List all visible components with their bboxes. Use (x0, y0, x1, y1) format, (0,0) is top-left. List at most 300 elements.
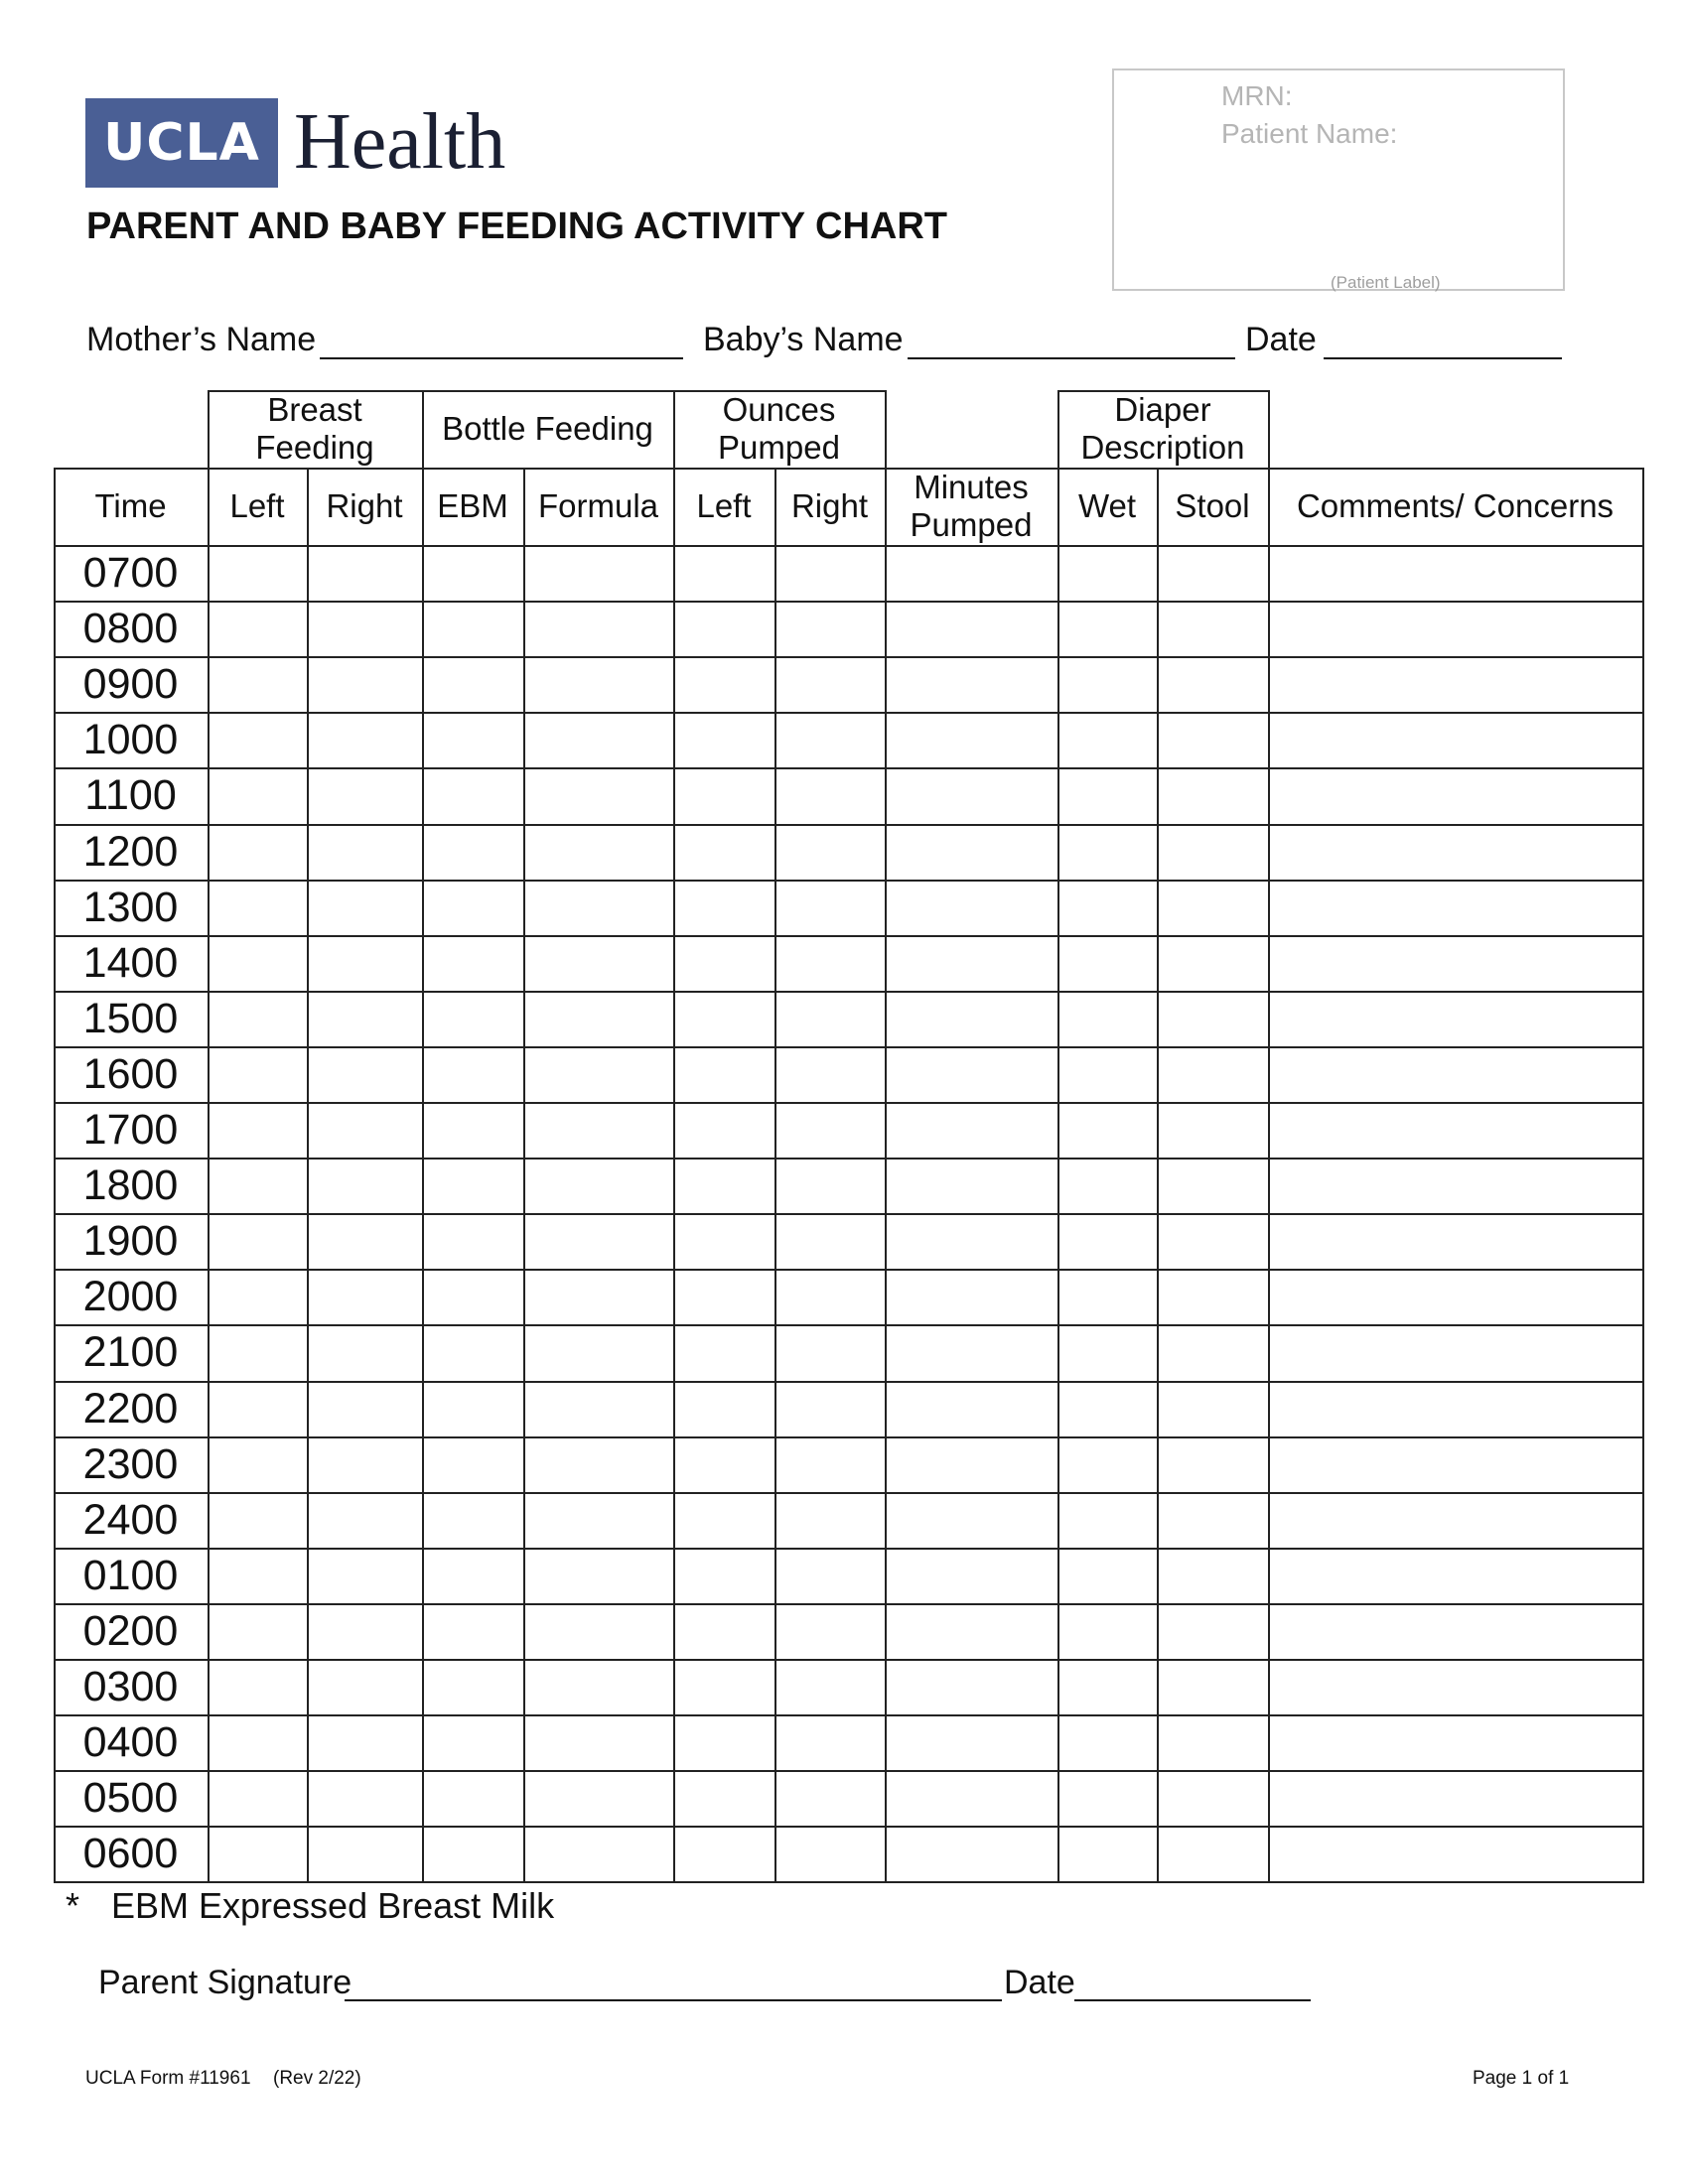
entry-cell[interactable] (424, 1438, 522, 1491)
entry-cell[interactable] (1270, 1383, 1641, 1435)
entry-cell[interactable] (525, 1271, 672, 1323)
entry-cell[interactable] (675, 1605, 774, 1658)
entry-cell[interactable] (1059, 1605, 1156, 1658)
entry-cell[interactable] (525, 1772, 672, 1825)
entry-cell[interactable] (675, 769, 774, 822)
time-cell-0500: 0500 (82, 1773, 179, 1822)
entry-cell[interactable] (210, 1326, 306, 1379)
entry-cell[interactable] (309, 714, 421, 766)
entry-cell[interactable] (525, 1828, 672, 1880)
entry-cell[interactable] (1159, 658, 1267, 711)
diaper-description-header: Diaper Description (1080, 391, 1245, 466)
entry-cell[interactable] (675, 1772, 774, 1825)
entry-cell[interactable] (1270, 658, 1641, 711)
time-cell-2400: 2400 (82, 1495, 179, 1544)
entry-cell[interactable] (1059, 1383, 1156, 1435)
entry-cell[interactable] (424, 1160, 522, 1212)
entry-cell[interactable] (309, 993, 421, 1045)
entry-cell[interactable] (776, 1326, 884, 1379)
bottle-feeding-header: Bottle Feeding (442, 410, 653, 447)
entry-cell[interactable] (309, 1716, 421, 1769)
babys-name-field[interactable] (908, 357, 1235, 359)
entry-cell[interactable] (1159, 1438, 1267, 1491)
entry-cell[interactable] (1159, 1772, 1267, 1825)
entry-cell[interactable] (424, 1104, 522, 1157)
entry-cell[interactable] (675, 1326, 774, 1379)
logo-word: Health (294, 98, 506, 186)
entry-cell[interactable] (309, 1383, 421, 1435)
entry-cell[interactable] (210, 658, 306, 711)
entry-cell[interactable] (1270, 1828, 1641, 1880)
entry-cell[interactable] (776, 658, 884, 711)
entry-cell[interactable] (776, 826, 884, 879)
time-cell-1300: 1300 (82, 883, 179, 931)
entry-cell[interactable] (887, 1215, 1056, 1268)
entry-cell[interactable] (424, 1716, 522, 1769)
date-field[interactable] (1324, 357, 1562, 359)
entry-cell[interactable] (675, 1550, 774, 1602)
mothers-name-field[interactable] (320, 357, 683, 359)
entry-cell[interactable] (210, 769, 306, 822)
entry-cell[interactable] (776, 1605, 884, 1658)
entry-cell[interactable] (1059, 1772, 1156, 1825)
entry-cell[interactable] (1159, 1104, 1267, 1157)
entry-cell[interactable] (1159, 1828, 1267, 1880)
entry-cell[interactable] (525, 882, 672, 934)
ounces-pumped-header: Ounces Pumped (718, 391, 840, 466)
entry-cell[interactable] (675, 658, 774, 711)
entry-cell[interactable] (1059, 658, 1156, 711)
entry-cell[interactable] (776, 937, 884, 990)
entry-cell[interactable] (525, 714, 672, 766)
entry-cell[interactable] (210, 1438, 306, 1491)
entry-cell[interactable] (675, 547, 774, 600)
entry-cell[interactable] (1059, 993, 1156, 1045)
patient-name-label: Patient Name: (1221, 118, 1398, 149)
entry-cell[interactable] (1059, 1326, 1156, 1379)
entry-cell[interactable] (525, 1383, 672, 1435)
entry-cell[interactable] (1270, 769, 1641, 822)
entry-cell[interactable] (1270, 1438, 1641, 1491)
entry-cell[interactable] (210, 1716, 306, 1769)
entry-cell[interactable] (1059, 937, 1156, 990)
minutes-pumped-header: Minutes Pumped (910, 469, 1033, 543)
entry-cell[interactable] (309, 1438, 421, 1491)
entry-cell[interactable] (887, 769, 1056, 822)
entry-cell[interactable] (1159, 1160, 1267, 1212)
entry-cell[interactable] (887, 993, 1056, 1045)
entry-cell[interactable] (309, 1326, 421, 1379)
entry-cell[interactable] (776, 1104, 884, 1157)
entry-cell[interactable] (309, 1215, 421, 1268)
entry-cell[interactable] (309, 1494, 421, 1547)
entry-cell[interactable] (210, 1383, 306, 1435)
entry-cell[interactable] (776, 1661, 884, 1713)
entry-cell[interactable] (1159, 547, 1267, 600)
time-cell-1100: 1100 (84, 770, 177, 819)
entry-cell[interactable] (424, 1271, 522, 1323)
entry-cell[interactable] (1059, 1716, 1156, 1769)
entry-cell[interactable] (309, 937, 421, 990)
entry-cell[interactable] (776, 1438, 884, 1491)
time-cell-2000: 2000 (82, 1272, 179, 1320)
entry-cell[interactable] (1159, 937, 1267, 990)
entry-cell[interactable] (1059, 1104, 1156, 1157)
breast-feeding-header: Breast Feeding (255, 391, 374, 466)
entry-cell[interactable] (210, 603, 306, 655)
entry-cell[interactable] (1059, 1160, 1156, 1212)
entry-cell[interactable] (309, 1160, 421, 1212)
entry-cell[interactable] (675, 826, 774, 879)
entry-cell[interactable] (424, 1494, 522, 1547)
entry-cell[interactable] (1270, 993, 1641, 1045)
entry-cell[interactable] (1059, 1048, 1156, 1101)
entry-cell[interactable] (1059, 1550, 1156, 1602)
entry-cell[interactable] (1270, 1772, 1641, 1825)
entry-cell[interactable] (525, 1326, 672, 1379)
formula-header: Formula (537, 487, 659, 524)
entry-cell[interactable] (525, 1605, 672, 1658)
time-cell-1500: 1500 (82, 994, 179, 1042)
entry-cell[interactable] (1270, 1494, 1641, 1547)
entry-cell[interactable] (210, 1772, 306, 1825)
entry-cell[interactable] (675, 937, 774, 990)
entry-cell[interactable] (675, 993, 774, 1045)
entry-cell[interactable] (309, 1605, 421, 1658)
date-label: Date (1245, 321, 1317, 358)
entry-cell[interactable] (309, 547, 421, 600)
entry-cell[interactable] (424, 1383, 522, 1435)
entry-cell[interactable] (525, 1438, 672, 1491)
entry-cell[interactable] (424, 547, 522, 600)
entry-cell[interactable] (1159, 1605, 1267, 1658)
entry-cell[interactable] (1270, 1048, 1641, 1101)
time-column-header: Time (94, 487, 167, 524)
entry-cell[interactable] (1159, 1271, 1267, 1323)
entry-cell[interactable] (525, 603, 672, 655)
time-cell-0700: 0700 (82, 548, 179, 597)
entry-cell[interactable] (424, 882, 522, 934)
entry-cell[interactable] (1270, 714, 1641, 766)
entry-cell[interactable] (309, 1550, 421, 1602)
time-cell-0800: 0800 (82, 604, 179, 652)
entry-cell[interactable] (210, 1160, 306, 1212)
entry-cell[interactable] (1159, 603, 1267, 655)
babys-name-label: Baby’s Name (703, 321, 904, 358)
entry-cell[interactable] (675, 1383, 774, 1435)
entry-cell[interactable] (210, 1215, 306, 1268)
signature-date-field[interactable] (1074, 1999, 1311, 2001)
entry-cell[interactable] (210, 1104, 306, 1157)
entry-cell[interactable] (210, 1828, 306, 1880)
pumped-left-header: Left (696, 487, 752, 524)
entry-cell[interactable] (424, 1605, 522, 1658)
entry-cell[interactable] (1270, 1215, 1641, 1268)
entry-cell[interactable] (525, 1215, 672, 1268)
entry-cell[interactable] (776, 1048, 884, 1101)
time-cell-1400: 1400 (82, 938, 179, 987)
entry-cell[interactable] (309, 1828, 421, 1880)
entry-cell[interactable] (675, 1048, 774, 1101)
entry-cell[interactable] (1059, 826, 1156, 879)
footnote-text: EBM Expressed Breast Milk (111, 1885, 555, 1926)
entry-cell[interactable] (1270, 1104, 1641, 1157)
entry-cell[interactable] (1059, 1271, 1156, 1323)
entry-cell[interactable] (887, 547, 1056, 600)
entry-cell[interactable] (309, 882, 421, 934)
entry-cell[interactable] (424, 826, 522, 879)
entry-cell[interactable] (1059, 547, 1156, 600)
entry-cell[interactable] (210, 1048, 306, 1101)
entry-cell[interactable] (776, 769, 884, 822)
entry-cell[interactable] (210, 1494, 306, 1547)
entry-cell[interactable] (525, 826, 672, 879)
form-revision: (Rev 2/22) (273, 2068, 361, 2089)
entry-cell[interactable] (525, 1716, 672, 1769)
patient-label-box (1112, 68, 1565, 291)
entry-cell[interactable] (675, 1160, 774, 1212)
entry-cell[interactable] (887, 1828, 1056, 1880)
entry-cell[interactable] (424, 603, 522, 655)
entry-cell[interactable] (675, 1104, 774, 1157)
entry-cell[interactable] (309, 1772, 421, 1825)
entry-cell[interactable] (525, 1048, 672, 1101)
entry-cell[interactable] (887, 1772, 1056, 1825)
time-cell-1900: 1900 (82, 1216, 179, 1265)
entry-cell[interactable] (675, 1494, 774, 1547)
entry-cell[interactable] (424, 1661, 522, 1713)
entry-cell[interactable] (424, 937, 522, 990)
entry-cell[interactable] (887, 1661, 1056, 1713)
entry-cell[interactable] (887, 1550, 1056, 1602)
entry-cell[interactable] (525, 547, 672, 600)
entry-cell[interactable] (776, 1383, 884, 1435)
entry-cell[interactable] (424, 658, 522, 711)
entry-cell[interactable] (309, 1048, 421, 1101)
entry-cell[interactable] (525, 769, 672, 822)
mothers-name-label: Mother’s Name (86, 321, 317, 358)
entry-cell[interactable] (210, 937, 306, 990)
entry-cell[interactable] (1059, 1661, 1156, 1713)
entry-cell[interactable] (309, 826, 421, 879)
entry-cell[interactable] (1159, 1494, 1267, 1547)
entry-cell[interactable] (887, 1104, 1056, 1157)
entry-cell[interactable] (776, 1772, 884, 1825)
wet-header: Wet (1077, 487, 1137, 524)
entry-cell[interactable] (887, 1160, 1056, 1212)
form-title: PARENT AND BABY FEEDING ACTIVITY CHART (86, 205, 948, 247)
entry-cell[interactable] (1270, 1661, 1641, 1713)
entry-cell[interactable] (309, 1271, 421, 1323)
pumped-right-header: Right (790, 487, 869, 524)
entry-cell[interactable] (1270, 1716, 1641, 1769)
entry-cell[interactable] (210, 1661, 306, 1713)
patient-label-caption: (Patient Label) (1331, 273, 1441, 292)
entry-cell[interactable] (210, 993, 306, 1045)
time-cell-0900: 0900 (82, 659, 179, 708)
entry-cell[interactable] (887, 1494, 1056, 1547)
entry-cell[interactable] (675, 882, 774, 934)
entry-cell[interactable] (525, 993, 672, 1045)
time-cell-1800: 1800 (82, 1160, 179, 1209)
comments-header: Comments/ Concerns (1296, 487, 1615, 524)
entry-cell[interactable] (1059, 1828, 1156, 1880)
entry-cell[interactable] (887, 1326, 1056, 1379)
entry-cell[interactable] (525, 937, 672, 990)
entry-cell[interactable] (887, 1716, 1056, 1769)
entry-cell[interactable] (424, 1326, 522, 1379)
entry-cell[interactable] (1159, 1383, 1267, 1435)
entry-cell[interactable] (1159, 826, 1267, 879)
entry-cell[interactable] (776, 993, 884, 1045)
entry-cell[interactable] (424, 1215, 522, 1268)
entry-cell[interactable] (776, 1215, 884, 1268)
entry-cell[interactable] (675, 1828, 774, 1880)
entry-cell[interactable] (1159, 993, 1267, 1045)
entry-cell[interactable] (776, 1828, 884, 1880)
entry-cell[interactable] (1059, 603, 1156, 655)
entry-cell[interactable] (1059, 1215, 1156, 1268)
entry-cell[interactable] (525, 1661, 672, 1713)
entry-cell[interactable] (1270, 547, 1641, 600)
entry-cell[interactable] (525, 658, 672, 711)
time-cell-0200: 0200 (82, 1606, 179, 1655)
entry-cell[interactable] (675, 1438, 774, 1491)
entry-cell[interactable] (776, 714, 884, 766)
breast-right-header: Right (326, 487, 403, 524)
stool-header: Stool (1175, 487, 1250, 524)
mrn-label: MRN: (1221, 80, 1293, 111)
ebm-footnote (66, 1884, 554, 1928)
entry-cell[interactable] (1159, 882, 1267, 934)
entry-cell[interactable] (776, 547, 884, 600)
time-cell-2100: 2100 (82, 1327, 179, 1376)
entry-cell[interactable] (1159, 1550, 1267, 1602)
entry-cell[interactable] (525, 1104, 672, 1157)
entry-cell[interactable] (210, 1271, 306, 1323)
entry-cell[interactable] (1270, 1550, 1641, 1602)
entry-cell[interactable] (776, 882, 884, 934)
entry-cell[interactable] (776, 1716, 884, 1769)
time-cell-0400: 0400 (82, 1717, 179, 1766)
entry-cell[interactable] (675, 1215, 774, 1268)
ucla-logo (85, 98, 278, 188)
time-cell-1600: 1600 (82, 1049, 179, 1098)
entry-cell[interactable] (1159, 714, 1267, 766)
breast-left-header: Left (229, 487, 285, 524)
entry-cell[interactable] (1059, 1494, 1156, 1547)
entry-cell[interactable] (210, 1550, 306, 1602)
entry-cell[interactable] (887, 882, 1056, 934)
entry-cell[interactable] (1159, 1326, 1267, 1379)
entry-cell[interactable] (675, 1716, 774, 1769)
time-cell-0300: 0300 (82, 1662, 179, 1710)
entry-cell[interactable] (525, 1494, 672, 1547)
entry-cell[interactable] (1270, 826, 1641, 879)
signature-date-label: Date (1004, 1964, 1075, 2001)
entry-cell[interactable] (887, 603, 1056, 655)
entry-cell[interactable] (1270, 603, 1641, 655)
entry-cell[interactable] (424, 714, 522, 766)
entry-cell[interactable] (1159, 1661, 1267, 1713)
entry-cell[interactable] (210, 826, 306, 879)
entry-cell[interactable] (309, 658, 421, 711)
entry-cell[interactable] (1270, 882, 1641, 934)
ebm-header: EBM (437, 487, 508, 524)
entry-cell[interactable] (309, 603, 421, 655)
entry-cell[interactable] (1159, 769, 1267, 822)
entry-cell[interactable] (1159, 1716, 1267, 1769)
entry-cell[interactable] (887, 714, 1056, 766)
logo-text: UCLA (103, 113, 260, 173)
entry-cell[interactable] (1059, 882, 1156, 934)
entry-cell[interactable] (887, 826, 1056, 879)
entry-cell[interactable] (424, 769, 522, 822)
time-cell-0600: 0600 (82, 1829, 179, 1877)
entry-cell[interactable] (1159, 1215, 1267, 1268)
time-cell-2300: 2300 (82, 1439, 179, 1488)
entry-cell[interactable] (525, 1160, 672, 1212)
entry-cell[interactable] (776, 1494, 884, 1547)
entry-cell[interactable] (1270, 937, 1641, 990)
entry-cell[interactable] (776, 1550, 884, 1602)
time-cell-1200: 1200 (82, 827, 179, 876)
entry-cell[interactable] (675, 603, 774, 655)
time-cell-1000: 1000 (82, 715, 179, 763)
time-cell-1700: 1700 (82, 1105, 179, 1154)
entry-cell[interactable] (675, 1271, 774, 1323)
entry-cell[interactable] (1059, 714, 1156, 766)
entry-cell[interactable] (1270, 1271, 1641, 1323)
entry-cell[interactable] (1270, 1160, 1641, 1212)
entry-cell[interactable] (424, 1828, 522, 1880)
entry-cell[interactable] (1270, 1605, 1641, 1658)
entry-cell[interactable] (776, 1271, 884, 1323)
entry-cell[interactable] (887, 1438, 1056, 1491)
entry-cell[interactable] (424, 1772, 522, 1825)
entry-cell[interactable] (309, 1104, 421, 1157)
entry-cell[interactable] (424, 1550, 522, 1602)
entry-cell[interactable] (210, 547, 306, 600)
page-number: Page 1 of 1 (1473, 2068, 1570, 2089)
entry-cell[interactable] (776, 1160, 884, 1212)
entry-cell[interactable] (424, 1048, 522, 1101)
entry-cell[interactable] (210, 1605, 306, 1658)
entry-cell[interactable] (309, 769, 421, 822)
entry-cell[interactable] (1059, 1438, 1156, 1491)
entry-cell[interactable] (210, 714, 306, 766)
entry-cell[interactable] (525, 1550, 672, 1602)
entry-cell[interactable] (887, 1271, 1056, 1323)
entry-cell[interactable] (675, 714, 774, 766)
entry-cell[interactable] (309, 1661, 421, 1713)
entry-cell[interactable] (887, 658, 1056, 711)
entry-cell[interactable] (887, 1383, 1056, 1435)
entry-cell[interactable] (776, 603, 884, 655)
time-cell-0100: 0100 (82, 1551, 179, 1599)
entry-cell[interactable] (887, 1605, 1056, 1658)
entry-cell[interactable] (1270, 1326, 1641, 1379)
time-cell-2200: 2200 (82, 1384, 179, 1433)
entry-cell[interactable] (675, 1661, 774, 1713)
entry-cell[interactable] (1159, 1048, 1267, 1101)
entry-cell[interactable] (210, 882, 306, 934)
entry-cell[interactable] (887, 937, 1056, 990)
entry-cell[interactable] (1059, 769, 1156, 822)
entry-cell[interactable] (424, 993, 522, 1045)
entry-cell[interactable] (887, 1048, 1056, 1101)
parent-signature-field[interactable] (345, 1999, 1002, 2001)
